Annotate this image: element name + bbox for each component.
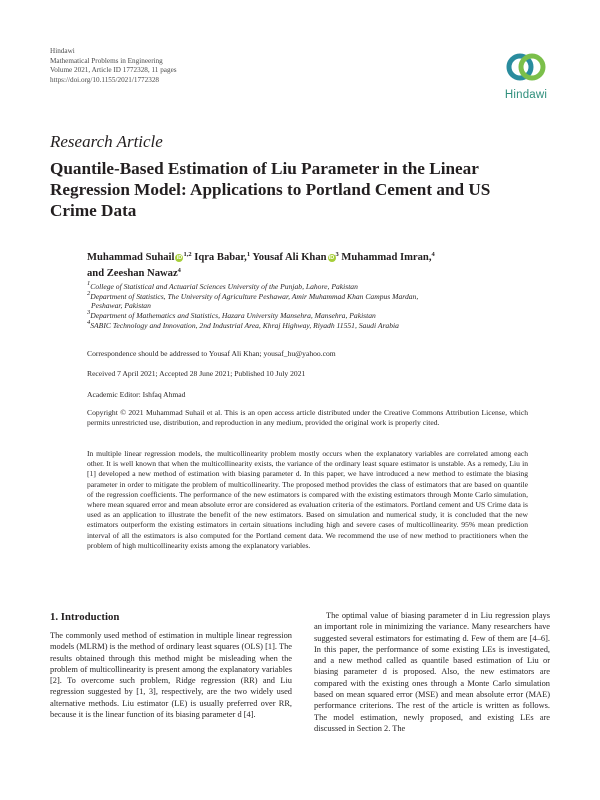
affiliation-2 <box>87 289 527 302</box>
article-type: Research Article <box>50 132 163 151</box>
affil-number: 2 <box>87 289 91 297</box>
orcid-icon[interactable]: iD <box>176 255 183 261</box>
affil-number: 3 <box>87 309 91 317</box>
section-heading: 1. Introduction <box>50 611 120 623</box>
author-2-affil: 1 <box>246 251 251 258</box>
journal-header <box>50 47 177 85</box>
hindawi-logo-text: Hindawi <box>504 89 548 101</box>
academic-editor: Academic Editor: Ishfaq Ahmad <box>87 390 186 399</box>
affil-text: College of Statistical and Actuarial Sciences University of the Punjab, Lahore, Pakistan <box>90 282 358 291</box>
paper-title: Quantile-Based Estimation of Liu Parameter in the Linear Regression Model: Applications to Portland Cement and US Crime Data <box>50 159 491 220</box>
author-1-affil: 1,2 <box>183 251 192 258</box>
affil-number: 4 <box>87 318 91 326</box>
paragraph: The optimal value of biasing parameter d in Liu regression plays an important role in minimizing the variance. Many researchers have suggested several estimators for estimating d. Few of them are [4–6]. In this paper, the performance of some existing LEs is investigated, and a new method called as quantile based estimation of Liu or biasing parameter d is proposed. Also, the new estimators are compared with the existing ones through a Monte Carlo simulation based on mean squared error (MSE) and mean absolute error (MAE) performance criterions. The rest of the article is written as follows. The model estimation, newly proposed, and existing LEs are discussed in Section 2. The <box>314 611 550 733</box>
affil-text: SABIC Technology and Innovation, 2nd Industrial Area, Khraj Highway, Riyadh 11551, Saudi Arabia <box>90 320 399 330</box>
author-5: and Zeeshan Nawaz <box>87 267 178 279</box>
doi-link[interactable]: https://doi.org/10.1155/2021/1772328 <box>50 75 160 84</box>
affil-text: Department of Statistics, The University of Agriculture Peshawar, Amir Muhammad Khan Campus Mardan, <box>90 291 419 301</box>
affiliation-4 <box>87 318 527 331</box>
copyright-notice: Copyright © 2021 Muhammad Suhail et al. This is an open access article distributed under the Creative Commons Attribution License, which permits unrestricted use, distribution, and reproduction in any medium, provided the original work is properly cited. <box>87 408 528 428</box>
paragraph: The commonly used method of estimation in multiple linear regression models (MLRM) is the method of ordinary least squares (OLS) [1]. The results obtained through this method might be misleading when the problem of multicollinearity is present among the explanatory variables [2]. To overcome such problem, Ridge regression (RR) and Liu regression suggested by [1, 3], respectively, are the two widely used alternative methods. Liu estimator (LE) is usually preferred over RR, because it is the linear function of its biasing parameter d [4]. <box>50 631 292 720</box>
author-3: Yousaf Ali Khan <box>252 252 327 263</box>
author-3-affil: 3 <box>335 251 339 258</box>
author-1: Muhammad Suhail <box>87 252 175 263</box>
publisher-name: Hindawi <box>50 47 75 55</box>
affiliation-1 <box>87 282 527 292</box>
affil-text: Department of Mathematics and Statistics, Hazara University Mansehra, Mansehra, Pakistan <box>90 311 376 321</box>
affiliations <box>87 282 527 331</box>
affil-number: 1 <box>87 280 91 287</box>
author-2: Iqra Babar, <box>194 252 247 263</box>
abstract: In multiple linear regression models, the multicollinearity problem mostly occurs when the explanatory variables are correlated among each other. It is well known that when the multicollinearity exists, the variance of the ordinary least square estimator is unstable. As a remedy, Liu in [1] developed a new method of estimation with biasing parameter d. In this paper, we have introduced a new method to estimate the biasing parameter in order to mitigate the problem of multicollinearity. The proposed method provides the class of estimators that are based on quantile of the regression coefficients. The performance of the new estimators is compared with the existing estimators through Monte Carlo simulation, where mean squared error and mean absolute error are considered as evaluation criteria of the estimators. Portland cement and US Crime data is used as an application to illustrate the benefit of the new estimators. Based on simulation and numerical study, it is concluded that the new estimators outperform the existing estimators in certain situations including high and severe cases of multicollinearity. 95% mean prediction interval of all the estimators is also computed for the Portland cement data. We recommend the use of new method to practitioners when the problem of high multicollinearity exists among the explanatory variables. <box>87 449 528 550</box>
author-5-affil: 4 <box>177 266 181 274</box>
affiliation-3 <box>87 311 527 321</box>
intro-column-1 <box>50 630 292 720</box>
correspondence: Correspondence should be addressed to Yousaf Ali Khan; yousaf_hu@yahoo.com <box>87 349 336 358</box>
affiliation-2-cont: Peshawar, Pakistan <box>91 301 151 311</box>
intro-column-2 <box>314 610 550 734</box>
orcid-icon[interactable]: iD <box>328 255 335 261</box>
volume-line: Volume 2021, Article ID 1772328, 11 pages <box>50 66 177 75</box>
dates: Received 7 April 2021; Accepted 28 June 2021; Published 10 July 2021 <box>87 369 306 378</box>
author-list <box>87 250 507 281</box>
author-4: Muhammad Imran, <box>341 252 432 263</box>
author-4-affil: 4 <box>431 251 435 258</box>
journal-name: Mathematical Problems in Engineering <box>50 56 163 65</box>
